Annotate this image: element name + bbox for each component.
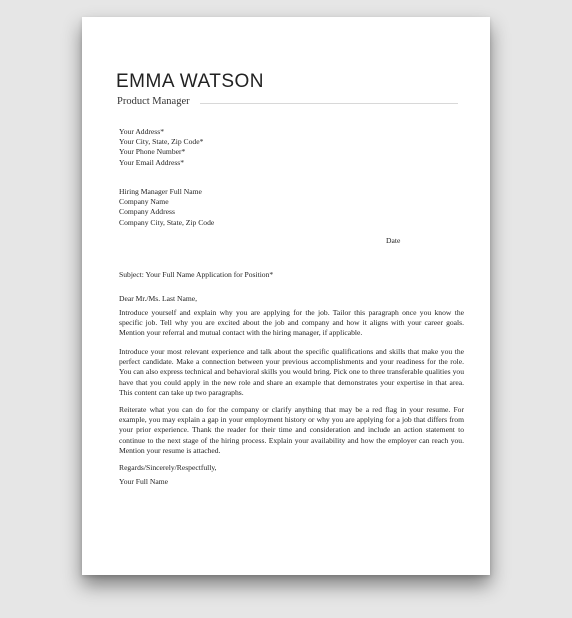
sender-address-block	[119, 127, 203, 168]
letter-date: Date	[386, 236, 401, 245]
sender-address-line: Your Address*	[119, 127, 165, 136]
recipient-address-line: Company Address	[119, 207, 175, 217]
sender-email-line: Your Email Address*	[119, 157, 185, 167]
signature-name: Your Full Name	[119, 477, 169, 486]
body-paragraph-2: Introduce your most relevant experience and talk about the specific qualifications and skills that make you the perfect candidate. Make a connection between your previous accomplishments and your readiness for the role. You can also express technical and behavioral skills you would bring. Pick one to three transferable qualities you have that you could apply in the new role and share an example that demonstrates your expertise in that area. This content can take up two paragraphs.	[119, 347, 464, 397]
greeting: Dear Mr./Ms. Last Name,	[119, 294, 198, 303]
sender-city-line: Your City, State, Zip Code*	[119, 137, 204, 147]
recipient-name-line: Hiring Manager Full Name	[119, 187, 202, 196]
sender-phone-line: Your Phone Number*	[119, 147, 186, 157]
recipient-company-line: Company Name	[119, 197, 169, 207]
applicant-name: EMMA WATSON	[116, 71, 264, 92]
body-paragraph-1: Introduce yourself and explain why you are applying for the job. Tailor this paragraph once you know the specific job. Tell why you are excited about the job and company and how it aligns with your career goals. Mention your referral and mutual contact with the hiring manager, if applicable.	[119, 308, 464, 338]
letter-page	[82, 17, 490, 575]
subject-line: Subject: Your Full Name Application for Position*	[119, 270, 274, 279]
recipient-city-line: Company City, State, Zip Code	[119, 217, 215, 227]
closing-regards: Regards/Sincerely/Respectfully,	[119, 463, 217, 472]
recipient-address-block	[119, 187, 214, 228]
applicant-job-title: Product Manager	[117, 96, 190, 107]
header-divider	[200, 103, 458, 104]
body-paragraph-3: Reiterate what you can do for the company or clarify anything that may be a red flag in your resume. For example, you may explain a gap in your employment history or why you are applying for a job that differs from your prior experience. Thank the reader for their time and consideration and include an action statement to continue to the next stage of the hiring process. Explain your availability and how the employer can reach you. Mention your resume is attached.	[119, 405, 464, 455]
